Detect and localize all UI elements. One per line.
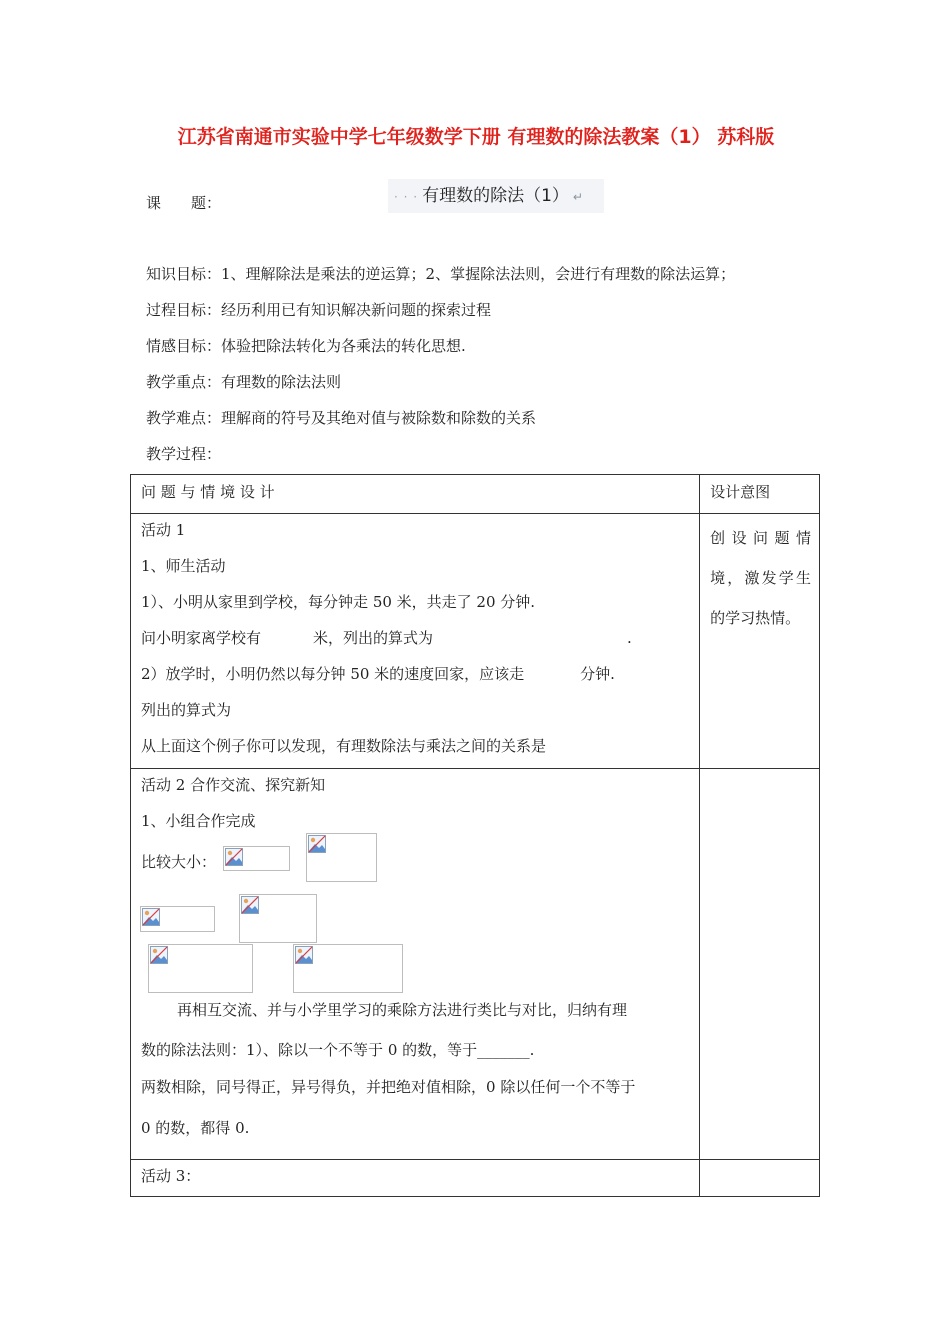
image-placeholder-2	[306, 833, 377, 882]
activity1-q3: 列出的算式为	[141, 701, 232, 719]
activity2-title: 活动 2 合作交流、探究新知	[141, 776, 326, 794]
activity1-intent-cell	[700, 514, 820, 769]
header-left: 问 题 与 情 境 设 计	[141, 483, 275, 501]
activity1-q1b-a: 问小明家离学校有	[141, 629, 262, 647]
activity3-cell	[131, 1160, 700, 1197]
broken-image-icon	[150, 946, 168, 964]
activity1-item1: 1、师生活动	[141, 557, 226, 575]
activity2-para3: 两数相除，同号得正，异号得负，并把绝对值相除，0 除以任何一个不等于	[141, 1078, 636, 1096]
header-left-cell	[131, 475, 700, 514]
activity1-q2	[141, 663, 615, 684]
activity1-q1: 1）、小明从家里到学校，每分钟走 50 米，共走了 20 分钟.	[141, 593, 536, 611]
broken-image-icon	[241, 896, 259, 914]
activity1-cell	[131, 514, 700, 769]
activity2-cell	[131, 769, 700, 1160]
teaching-difficulty: 教学难点：理解商的符号及其绝对值与被除数和除数的关系	[146, 409, 537, 427]
broken-image-icon	[308, 835, 326, 853]
topic-value-box	[388, 179, 604, 213]
activity2-para4: 0 的数，都得 0.	[141, 1119, 250, 1137]
activity1-q2-a: 2）放学时，小明仍然以每分钟 50 米的速度回家，应该走	[141, 665, 525, 683]
broken-image-icon	[225, 848, 243, 866]
lesson-table	[130, 474, 820, 1197]
activity1-q2-b: 分钟.	[580, 665, 615, 683]
topic-value: 有理数的除法（1）	[422, 186, 569, 206]
activity3-intent-cell	[700, 1160, 820, 1197]
activity2-para1: 再相互交流、并与小学里学习的乘除方法进行类比与对比，归纳有理	[177, 1001, 628, 1019]
broken-image-icon	[142, 908, 160, 926]
image-placeholder-5	[148, 944, 253, 993]
objective-knowledge: 知识目标：1、理解除法是乘法的逆运算；2、掌握除法法则，会进行有理数的除法运算；	[146, 265, 736, 283]
objective-emotion: 情感目标：体验把除法转化为各乘法的转化思想.	[146, 337, 466, 355]
dots-icon: · · ·	[394, 190, 419, 204]
activity1-intent: 创 设 问 题 情境，激发学生的学习热情。	[710, 529, 811, 627]
teaching-focus: 教学重点：有理数的除法法则	[146, 373, 342, 391]
teaching-process-label: 教学过程：	[146, 445, 222, 463]
image-placeholder-1	[223, 846, 290, 871]
broken-image-icon	[295, 946, 313, 964]
activity1-title: 活动 1	[141, 521, 186, 539]
header-right: 设计意图	[710, 483, 771, 501]
activity1-q1b	[141, 627, 632, 648]
image-placeholder-4	[239, 894, 317, 943]
document-title: 江苏省南通市实验中学七年级数学下册 有理数的除法教案（1） 苏科版	[177, 126, 775, 148]
activity3-title: 活动 3：	[141, 1167, 201, 1185]
return-arrow-icon: ↵	[572, 190, 583, 204]
activity2-para2: 数的除法法则：1）、除以一个不等于 0 的数，等于_______.	[141, 1041, 535, 1059]
activity1-q1b-b: 米，列出的算式为	[313, 629, 434, 647]
topic-label: 课 题：	[146, 194, 222, 212]
image-placeholder-3	[140, 906, 215, 932]
activity2-compare: 比较大小：	[141, 853, 217, 871]
objective-process: 过程目标：经历利用已有知识解决新问题的探索过程	[146, 301, 492, 319]
activity1-q4: 从上面这个例子你可以发现，有理数除法与乘法之间的关系是	[141, 737, 547, 755]
activity2-intent-cell	[700, 769, 820, 1160]
activity2-item1: 1、小组合作完成	[141, 812, 256, 830]
activity1-q1b-c: .	[627, 629, 632, 647]
image-placeholder-6	[293, 944, 403, 993]
header-right-cell	[700, 475, 820, 514]
